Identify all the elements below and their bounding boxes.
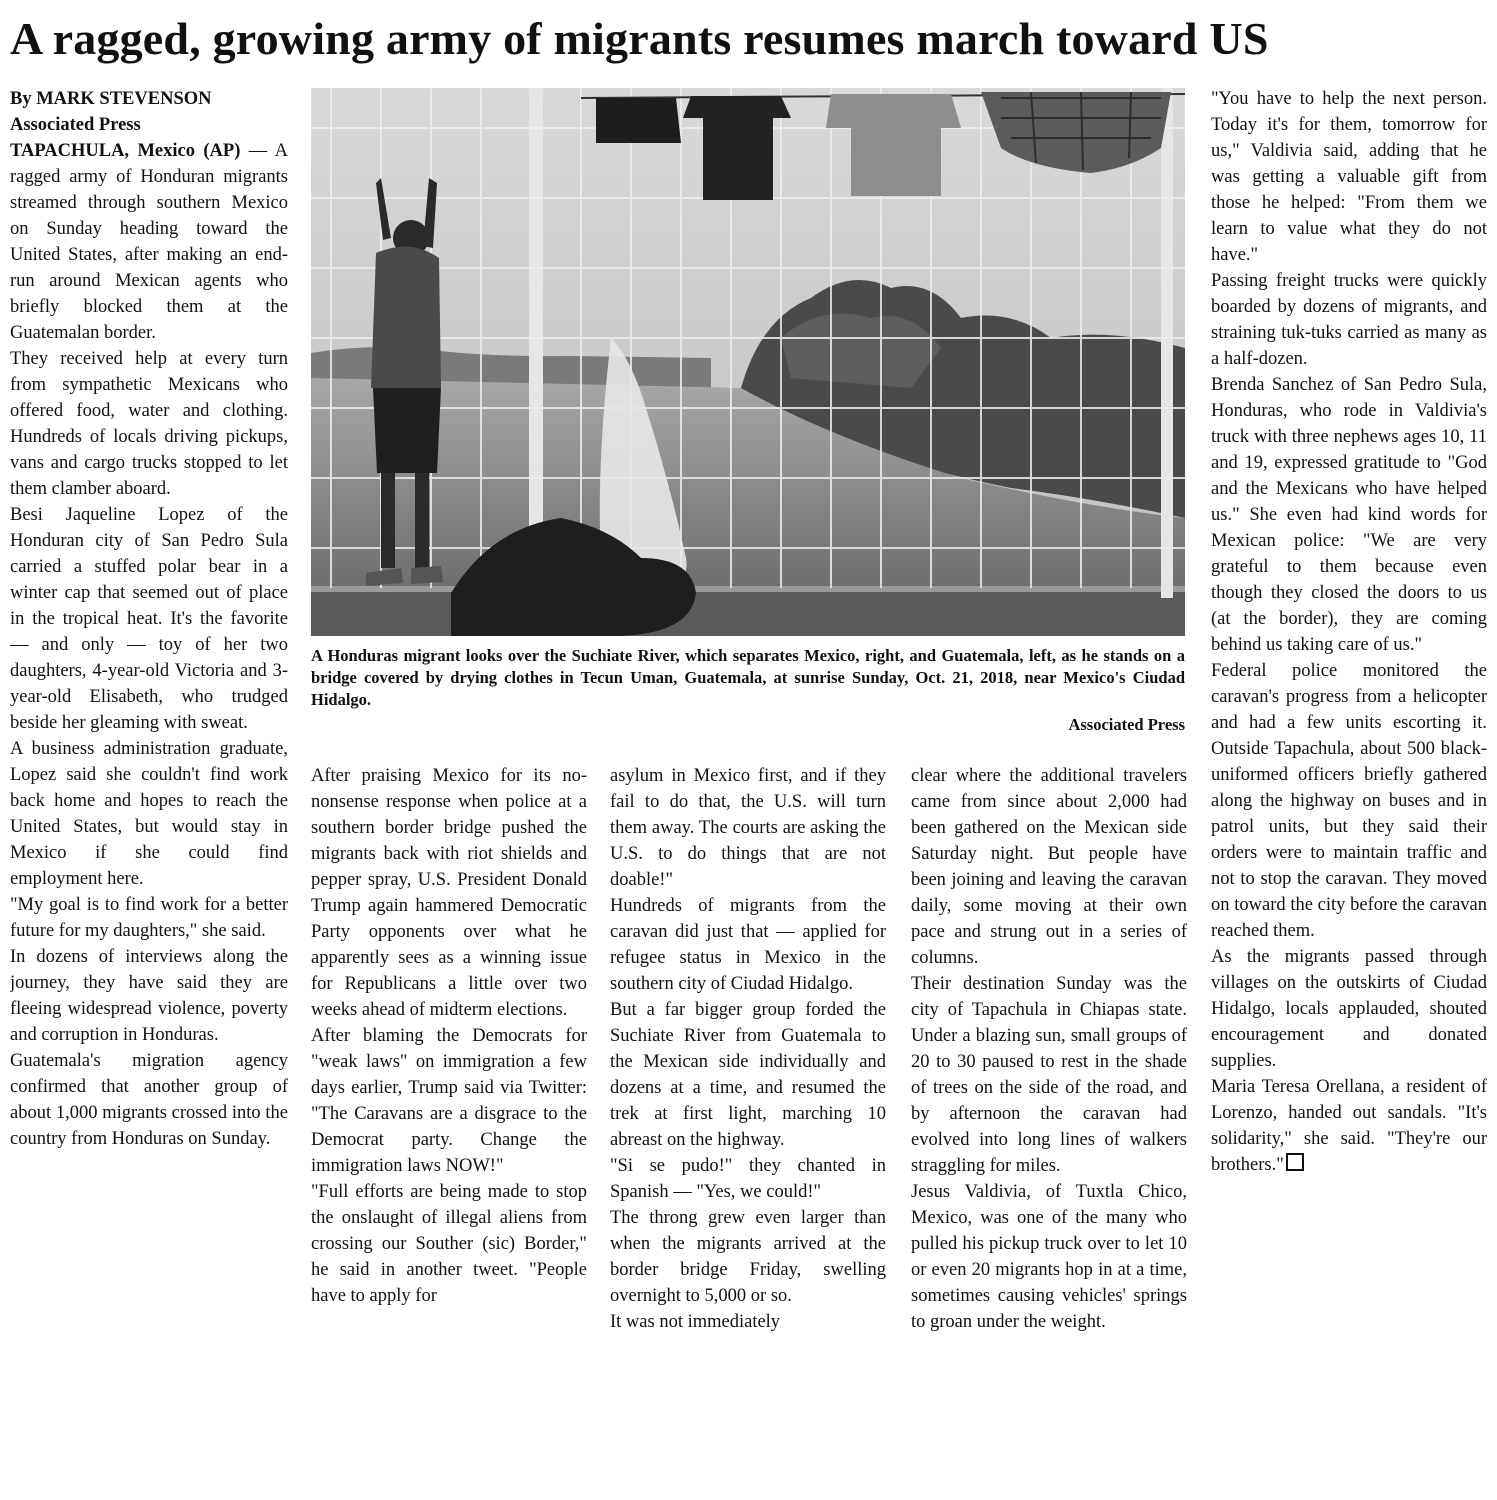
paragraph: Besi Jaqueline Lopez of the Honduran city of San Pedro Sula carried a stuffed polar bear in a winter cap that seemed out of place in the tropical heat. It's the favorite — and only — toy of her two daughters, 4-year-old Victoria and 3-year-old Elisabeth, who trudged beside her gleaming with sweat. <box>10 505 288 733</box>
article-column-3 <box>610 763 886 1498</box>
photo-illustration <box>311 88 1185 636</box>
article-column-4 <box>911 763 1187 1498</box>
final-text: Maria Teresa Orellana, a resident of Lorenzo, handed out sandals. "It's solidarity," she said. "They're our brothers." <box>1211 1077 1487 1175</box>
paragraph: After blaming the Democrats for "weak laws" on immigration a few days earlier, Trump said via Twitter: "The Caravans are a disgrace to the Democrat party. Change the immigration laws NOW!" <box>311 1026 587 1176</box>
paragraph: Brenda Sanchez of San Pedro Sula, Honduras, who rode in Valdivia's truck with three nephews ages 10, 11 and 19, expressed gratitude to "God and the Mexicans who have helped us." She even had kind words for Mexican police: "We are very grateful to them because even though they closed the doors to us (at the border), they are coming behind us taking care of us." <box>1211 375 1487 655</box>
lead-text: — A ragged army of Honduran migrants streamed through southern Mexico on Sunday heading toward the United States, after making an end-run around Mexican agents who briefly blocked them at the Guatemalan border. <box>10 141 288 343</box>
paragraph: In dozens of interviews along the journey, they have said they are fleeing widespread violence, poverty and corruption in Honduras. <box>10 947 288 1045</box>
paragraph: As the migrants passed through villages on the outskirts of Ciudad Hidalgo, locals applauded, shouted encouragement and donated supplies. <box>1211 947 1487 1071</box>
paragraph: "Full efforts are being made to stop the onslaught of illegal aliens from crossing our Souther (sic) Border," he said in another tweet. "People have to apply for <box>311 1182 587 1306</box>
paragraph: A business administration graduate, Lopez said she couldn't find work back home and hopes to reach the United States, but would stay in Mexico if she could find employment here. <box>10 739 288 889</box>
article-column-1 <box>10 86 288 1496</box>
paragraph: It was not immediately <box>610 1312 781 1332</box>
paragraph: clear where the additional travelers came from since about 2,000 had been gathered on the Mexican side Saturday night. But people have been joining and leaving the caravan daily, some moving at their own pace and strung out in a series of columns. <box>911 766 1187 968</box>
paragraph: "Si se pudo!" they chanted in Spanish — "Yes, we could!" <box>610 1156 886 1202</box>
paragraph: Guatemala's migration agency confirmed that another group of about 1,000 migrants crossed into the country from Honduras on Sunday. <box>10 1051 288 1149</box>
byline-author: By MARK STEVENSON <box>10 89 212 109</box>
paragraph-lead <box>10 138 288 346</box>
paragraph: Their destination Sunday was the city of Tapachula in Chiapas state. Under a blazing sun, small groups of 20 to 30 paused to rest in the shade of trees on the side of the road, and by afternoon the caravan had evolved into long lines of walkers straggling for miles. <box>911 974 1187 1176</box>
paragraph: Hundreds of migrants from the caravan did just that — applied for refugee status in Mexico in the southern city of Ciudad Hidalgo. <box>610 896 886 994</box>
paragraph: Jesus Valdivia, of Tuxtla Chico, Mexico, was one of the many who pulled his pickup truck over to let 10 or even 20 migrants hop in at a time, sometimes causing vehicles' springs to groan under the weight. <box>911 1182 1187 1332</box>
paragraph: After praising Mexico for its no-nonsense response when police at a southern border bridge pushed the migrants back with riot shields and pepper spray, U.S. President Donald Trump again hammered Democratic Party opponents over what he apparently sees as a winning issue for Republicans a little over two weeks ahead of midterm elections. <box>311 766 587 1020</box>
paragraph: "You have to help the next person. Today it's for them, tomorrow for us," Valdivia said, adding that he was getting a valuable gift from those he helped: "From them we learn to value what they do not have." <box>1211 89 1487 265</box>
paragraph: But a far bigger group forded the Suchiate River from Guatemala to the Mexican side individually and dozens at a time, and resumed the trek at first light, marching 10 abreast on the highway. <box>610 1000 886 1150</box>
paragraph-final <box>1211 1074 1487 1178</box>
photo-caption: A Honduras migrant looks over the Suchiate River, which separates Mexico, right, and Guatemala, left, as he stands on a bridge covered by drying clothes in Tecun Uman, Guatemala, at sunrise Sunday, Oct. 21, 2018, near Mexico's Ciudad Hidalgo. <box>311 646 1185 709</box>
paragraph: Passing freight trucks were quickly boarded by dozens of migrants, and straining tuk-tuks carried as many as a half-dozen. <box>1211 271 1487 369</box>
paragraph: "My goal is to find work for a better future for my daughters," she said. <box>10 895 288 941</box>
paragraph: The throng grew even larger than when the migrants arrived at the border bridge Friday, swelling overnight to 5,000 or so. <box>610 1208 886 1306</box>
paragraph: asylum in Mexico first, and if they fail to do that, the U.S. will turn them away. The courts are asking the U.S. to do things that are not doable!" <box>610 766 886 890</box>
photo-credit: Associated Press <box>1068 715 1185 734</box>
paragraph: They received help at every turn from sympathetic Mexicans who offered food, water and clothing. Hundreds of locals driving pickups, vans and cargo trucks stopped to let them clamber aboard. <box>10 349 288 499</box>
paragraph: Federal police monitored the caravan's progress from a helicopter and had a few units escorting it. Outside Tapachula, about 500 black-uniformed officers briefly gathered along the highway on buses and in patrol units, but they said their orders were to maintain traffic and not to stop the caravan. They moved on toward the city before the caravan reached them. <box>1211 661 1487 941</box>
end-mark-icon <box>1286 1153 1304 1171</box>
headline: A ragged, growing army of migrants resumes march toward US <box>10 13 1269 64</box>
byline-agency: Associated Press <box>10 115 141 135</box>
article-column-5 <box>1211 86 1487 1496</box>
dateline: TAPACHULA, Mexico (AP) <box>10 141 241 161</box>
article-column-2 <box>311 763 587 1498</box>
news-photo <box>311 88 1185 636</box>
